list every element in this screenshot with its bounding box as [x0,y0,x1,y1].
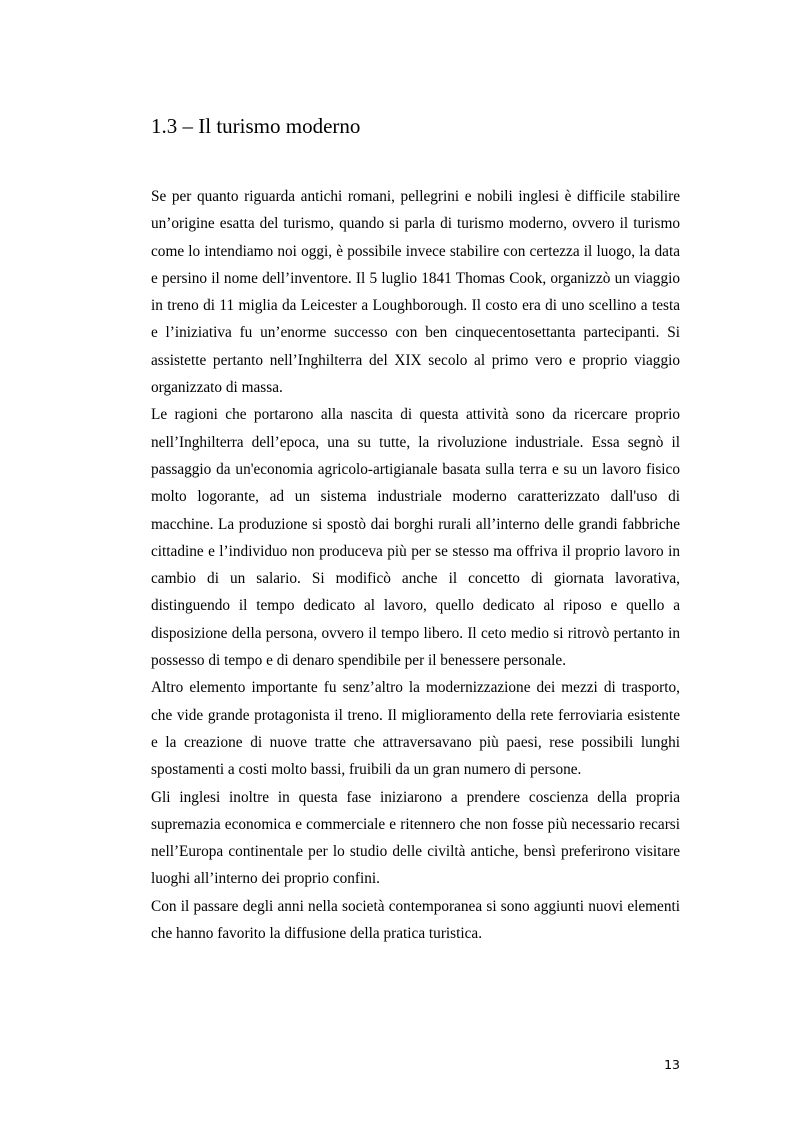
body-text [151,183,680,947]
page-number: 13 [664,1057,680,1072]
section-heading: 1.3 – Il turismo moderno [151,114,361,138]
paragraph: Se per quanto riguarda antichi romani, pellegrini e nobili inglesi è difficile stabilire un’origine esatta del turismo, quando si parla di turismo moderno, ovvero il turismo come lo intendiamo noi oggi, è possibile invece stabilire con certezza il luogo, la data e persino il nome dell’inventore. Il 5 luglio 1841 Thomas Cook, organizzò un viaggio in treno di 11 miglia da Leicester a Loughborough. Il costo era di uno scellino a testa e l’iniziativa fu un’enorme successo con ben cinquecentosettanta partecipanti. Si assistette pertanto nell’Inghilterra del XIX secolo al primo vero e proprio viaggio organizzato di massa. [151,188,680,397]
paragraph: Gli inglesi inoltre in questa fase iniziarono a prendere coscienza della propria supremazia economica e commerciale e ritennero che non fosse più necessario recarsi nell’Europa continentale per lo studio delle civiltà antiche, bensì preferirono visitare luoghi all’interno dei proprio confini. [151,788,680,888]
paragraph: Altro elemento importante fu senz’altro la modernizzazione dei mezzi di trasporto, che vide grande protagonista il treno. Il miglioramento della rete ferroviaria esistente e la creazione di nuove tratte che attraversavano più paesi, rese possibili lunghi spostamenti a costi molto bassi, fruibili da un gran numero di persone. [151,679,680,779]
paragraph: Con il passare degli anni nella società contemporanea si sono aggiunti nuovi elementi che hanno favorito la diffusione della pratica turistica. [151,897,680,943]
paragraph: Le ragioni che portarono alla nascita di questa attività sono da ricercare proprio nell’Inghilterra dell’epoca, una su tutte, la rivoluzione industriale. Essa segnò il passaggio da un'economia agricolo-artigianale basata sulla terra e su un lavoro fisico molto logorante, ad un sistema industriale moderno caratterizzato dall'uso di macchine. La produzione si spostò dai borghi rurali all’interno delle grandi fabbriche cittadine e l’individuo non produceva più per se stesso ma offriva il proprio lavoro in cambio di un salario. Si modificò anche il concetto di giornata lavorativa, distinguendo il tempo dedicato al lavoro, quello dedicato al riposo e quello a disposizione della persona, ovvero il tempo libero. Il ceto medio si ritrovò pertanto in possesso di tempo e di denaro spendibile per il benessere personale. [151,406,680,670]
